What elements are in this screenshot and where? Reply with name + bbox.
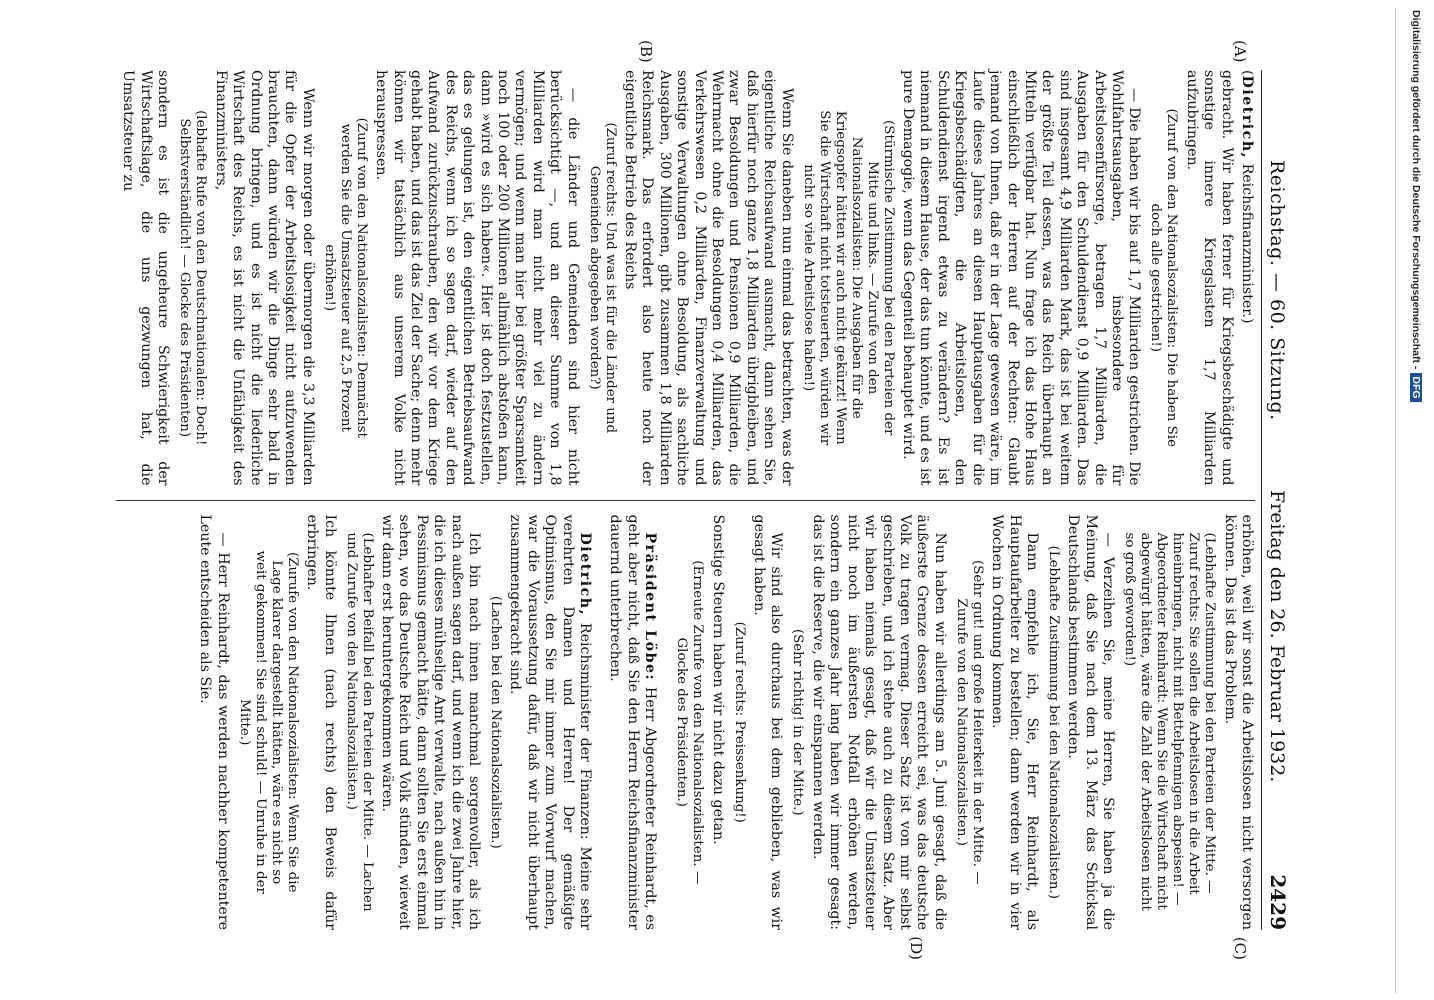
dfg-logo: DFG (1410, 373, 1422, 401)
spacer (658, 515, 668, 931)
header-date: Freitag den 26. Februar 1932. (1266, 490, 1288, 783)
paragraph: — die Länder und Gemeinden sind hier nicht berücksichtigt —, und an dieser Summe von 1,8 Milliarden wird man nicht mehr viel zu ändern vermögen; und wenn man hier bei größter Sparsamkeit noch 100 oder 200 Millionen allmählich abstoßen kann, dann »wird es sich haben«. Hier ist doch festzustellen, das es gelungen ist, den eigentlichen Betriebsaufwand des Reichs, wenn ich so sagen darf, wieder auf den Aufwand zurückzuschrauben, den wir vor dem Kriege gehabt haben, und das ist das Ziel der Sache; denn mehr können wir tatsächlich aus unserem Volke nicht herauspressen. (373, 70, 581, 486)
interjection: (Lebhafte Zustimmung bei den Parteien der Mitte. — Zuruf rechts: Sie sollen die Arbeitslosen in die Arbeit hineinbringen, nicht mit Bettelpfennigen abspeisen! — Abgeordneter Reinhardt: Wenn Sie die Wirtschaft nicht abgewürgt hätten, wäre die Zahl der Arbeitslosen nicht so groß geworden!) (1122, 532, 1218, 911)
interjection: (Zuruf rechts: Und was ist für die Länder und Gemeinden abgegeben worden?) (586, 122, 618, 434)
interjection: (Sehr gut! und große Heiterkeit in der Mitte. — Zurufe von den Nationalsozialisten.) (953, 559, 985, 885)
paragraph: — Herr Reinhardt, das werden nachher kompetentere Leute entscheiden als Sie. (197, 514, 231, 930)
credit-text-line (1410, 10, 1422, 570)
speaker-role: Reichsfinanzminister.) (1239, 163, 1255, 324)
margin-marker-b: (B) (637, 40, 655, 63)
scan-edge-line (1395, 8, 1396, 993)
speaker-name: Dietrich, (577, 532, 594, 617)
speaker-text: Reichsminister der Finanzen: Meine sehr verehrten Damen und Herren! Der gemäßigte Optimismus, den Sie mir immer zum Vorwurf machen, war die Voraussetzung dafür, daß wir nicht überhaupt zusammengekracht sind. (507, 514, 594, 930)
document-page (100, 40, 1300, 960)
paragraph: Nun haben wir allerdings am 5. Juni gesagt, daß die äußerste Grenze dessen erreicht sei, was das deutsche Volk zu tragen vermag. Dieser Satz ist von mir selbst geschrieben, und ich stehe auch zu diesem Satz. Aber wir haben niemals gesagt, daß wir die Umsatzsteuer nicht noch im äußersten Notfall erhöhen werden, sondern ein ganzes Jahr lang haben wir immer gesagt: das ist die Reserve, die wir einspannen werden. (809, 514, 948, 930)
paragraph: sondern es ist die ungeheure Schwierigkeit der Wirtschaftslage, die uns gezwungen hat, die Umsatzsteuer zu (120, 70, 172, 486)
interjection: (Lebhafte Zustimmung bei den Nationalsozialisten.) (1045, 545, 1061, 899)
paragraph: Wir sind also durchaus bei dem geblieben, was wir gesagt haben. (751, 514, 785, 930)
speaker-remark (506, 515, 593, 931)
paragraph: Wenn wir morgen oder übermorgen die 3,3 Milliarden für die Opfer der Arbeitslosigkeit nicht aufzuwenden brauchten, dann würden wir die Dinge sehr bald in Ordnung bringen, und es ist nicht die liederliche Wirtschaft des Reichs, es ist nicht die Unfähigkeit des Finanzministers, (212, 70, 316, 486)
interjection: (Zuruf rechts: Preissenkung!) (731, 621, 747, 823)
paragraph: Dann empfehle ich, Sie, Herr Reinhardt, als Hauptaufarbeiter zu bestellen; dann werden wir in vier Wochen in Ordnung kommen. (989, 514, 1040, 930)
interjection: (Stürmische Zustimmung bei den Parteien der Mitte und links. — Zurufe von den Nationalsozialisten: Die Ausgaben für die Kriegsopfer hätten wir auch nicht gekürzt! Wenn Sie die Wirtschaft nicht totsteuerten, würden wir nicht so viele Arbeitslose haben!) (800, 110, 896, 446)
credit-text: Digitalisierung gefördert durch die Deutsche Forschungsgemeinschaft - (1410, 10, 1422, 370)
speaker-continuation: (Dietrich, Reichsfinanzminister.) (1239, 70, 1255, 324)
interjection: (lebhafte Rufe von den Deutschnationalen: Doch! Selbstverständlich! — Glocke des Präsidenten) (177, 110, 209, 446)
digitization-credit (1402, 10, 1424, 990)
right-column (116, 501, 1255, 931)
interjection: (Zuruf von den Nationalsozialisten: Die haben Sie doch alle gestrichen!) (1148, 108, 1180, 448)
paragraph: erhöhen, weil wir sonst die Arbeitslosen nicht versorgen können. Das ist das Problem. (1221, 514, 1255, 930)
margin-marker-c: (C) (1231, 936, 1249, 960)
interjection: (Lachen bei den Nationalsozialisten.) (488, 595, 504, 849)
president-name: Präsident Löbe: (642, 532, 659, 682)
speaker-name: Dietrich, (1239, 75, 1255, 160)
paragraph: Sonstige Steuern haben wir nicht dazu getan. (709, 514, 726, 845)
running-head (1261, 70, 1300, 930)
left-column (116, 70, 1255, 501)
paragraph: — Verzeihen Sie, meine Herren, Sie haben ja die Meinung, daß Sie nach dem 13. März das Schicksal Deutschlands bestimmen werden. (1065, 514, 1117, 930)
paragraph: Ich bin nach innen manchmal sorgenvoller, als ich nach außen sagen darf, und wenn ich die zwei Jahre hier, die ich dieses mühselige Amt verwalte, nach außen hin in Pessimismus gemacht hätte, dann sollten Sie erst einmal sehen, wo das Deutsche Reich und Volk stünden, wieweit wir dann erst heruntergekommen wären. (379, 514, 483, 930)
page-number: 2429 (1266, 874, 1290, 930)
paragraph: — Die haben wir bis auf 1,7 Milliarden gestrichen. Die Wohlfahrtsausgaben, insbesondere für Arbeitslosenfürsorge, betragen 1,7 Milliarden, die Ausgaben für den Schuldendienst 0,9 Milliarden. Das sind insgesamt 4,9 Milliarden Mark, das ist bei weitem der größte Teil dessen, was das Reich überhaupt an Mitteln verfügbar hat. Nun frage ich das Hohe Haus einschließlich der Herren auf der Rechten: Glaubt jemand von Ihnen, daß er in der Lage gewesen wäre, im Laufe dieses Jahres an diesen Hauptausgaben für die Kriegsbeschädigten, die Arbeitslosen, den Schuldendienst irgend etwas zu verändern? Es ist niemand in diesem Hause, der das tun könnte, und es ist pure Demagogie, wenn das Gegenteil behauptet wird. (900, 70, 1143, 486)
interjection: (Zuruf von den Nationalsozialisten: Demnächst werden Sie die Umsatzsteuer auf 2,5 Prozent erhöhen!) (321, 117, 369, 438)
spacer (593, 515, 603, 931)
president-text: Herr Abgeordneter Reinhardt, es geht aber nicht, daß Sie den Herrn Reichsfinanzminister dauernd unterbrechen. (607, 514, 659, 930)
paragraph: Wenn Sie daneben nun einmal das betrachten, was der eigentliche Reichsaufwand ausmacht, dann sehen Sie, daß hierfür noch ganze 1,8 Milliarden übrigbleiben, und zwar Besoldungen und Pensionen 0,9 Milliarden, die Wehrmacht ohne die Besoldungen 0,4 Milliarden, das Verkehrswesen 0,2 Milliarden, Finanzverwaltung und sonstige Verwaltungen ohne Besoldung, als sachliche Ausgaben, 300 Millionen, gibt zusammen 1,8 Milliarden Reichsmark. Das erfordert also heute noch der eigentliche Betrieb des Reichs (622, 70, 795, 486)
interjection: (Erneute Zurufe von den Nationalsozialisten. — Glocke des Präsidenten.) (674, 560, 706, 885)
interjection: (Sehr richtig! in der Mitte.) (790, 628, 806, 816)
margin-marker-a: (A) (1231, 40, 1249, 63)
president-remark (606, 515, 658, 931)
margin-marker-d: (D) (907, 936, 925, 960)
two-column-body (116, 40, 1255, 960)
paragraph: Ich könnte Ihnen (nach rechts) den Beweis dafür erbringen. (304, 514, 338, 930)
header-session: Reichstag. — 60. Sitzung. (1266, 160, 1288, 421)
interjection: (Zurufe von den Nationalsozialisten: Wenn Sie die Lage klarer dargestellt hätten, wäre es nicht so weit gekommen! Sie sind schuld! — Unruhe in der Mitte.) (236, 550, 300, 894)
interjection: (Lebhafter Beifall bei den Parteien der Mitte. — Lachen und Zurufe von den Nationalsozialisten.) (343, 532, 375, 912)
paragraph: gebracht. Wir haben ferner für Kriegsbeschädigte und sonstige innere Kriegslasten 1,7 Milliarden aufzubringen. (1183, 70, 1235, 486)
